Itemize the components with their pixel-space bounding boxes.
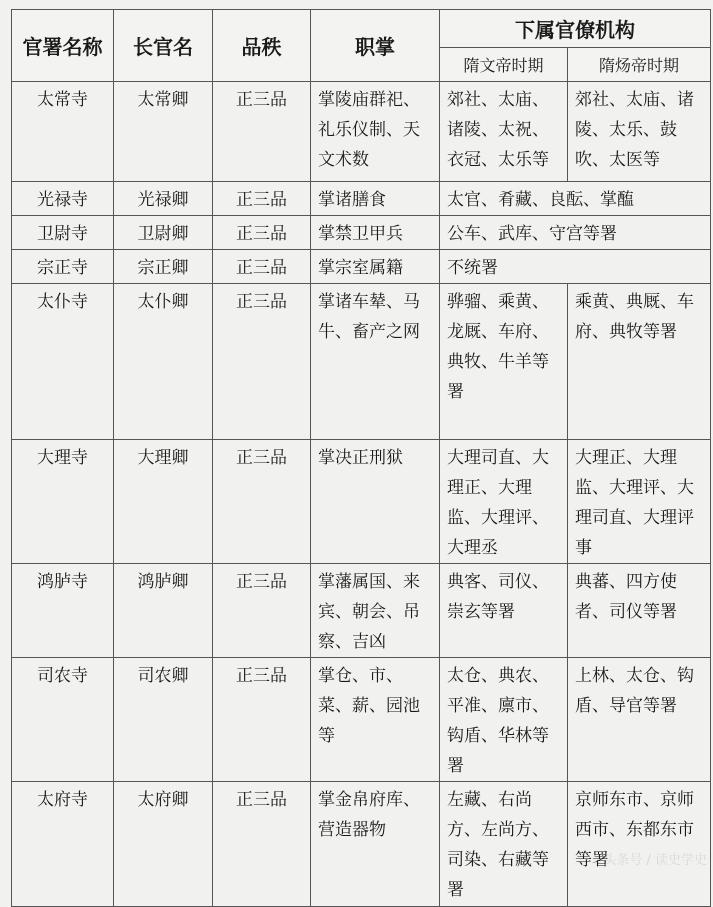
table-row — [12, 216, 711, 250]
subordinate-wen-cell: 郊社、太庙、诸陵、太祝、衣冠、太乐等 — [440, 82, 568, 182]
watermark: 头条号 / 读史学史 — [603, 853, 707, 868]
table-row — [12, 782, 711, 907]
office-name-cell: 卫尉寺 — [12, 216, 114, 250]
duty-cell: 掌陵庙群祀、礼乐仪制、天文术数 — [311, 82, 440, 182]
table-row — [12, 284, 711, 440]
chief-title-cell: 太府卿 — [114, 782, 213, 907]
duty-cell: 掌禁卫甲兵 — [311, 216, 440, 250]
duty-cell: 掌决正刑狱 — [311, 440, 440, 564]
rank-cell: 正三品 — [213, 182, 311, 216]
office-name-cell: 太府寺 — [12, 782, 114, 907]
chief-title-cell: 卫尉卿 — [114, 216, 213, 250]
table-row — [12, 250, 711, 284]
rank-cell: 正三品 — [213, 216, 311, 250]
chief-title-cell: 光禄卿 — [114, 182, 213, 216]
table-row — [12, 564, 711, 658]
table-row — [12, 82, 711, 182]
subordinate-wen-cell: 骅骝、乘黄、龙厩、车府、典牧、牛羊等署 — [440, 284, 568, 440]
chief-title-cell: 宗正卿 — [114, 250, 213, 284]
officials-table — [11, 9, 711, 907]
rank-cell: 正三品 — [213, 658, 311, 782]
duty-cell: 掌宗室属籍 — [311, 250, 440, 284]
rank-cell: 正三品 — [213, 284, 311, 440]
office-name-cell: 司农寺 — [12, 658, 114, 782]
table-row — [12, 182, 711, 216]
office-name-cell: 宗正寺 — [12, 250, 114, 284]
rank-cell: 正三品 — [213, 82, 311, 182]
subordinate-both-cell: 不统署 — [440, 250, 711, 284]
subordinate-wen-cell: 左藏、右尚方、左尚方、司染、右藏等署 — [440, 782, 568, 907]
rank-cell: 正三品 — [213, 782, 311, 907]
office-name-cell: 光禄寺 — [12, 182, 114, 216]
rank-cell: 正三品 — [213, 564, 311, 658]
rank-cell: 正三品 — [213, 440, 311, 564]
office-name-cell: 太仆寺 — [12, 284, 114, 440]
header-duty: 职掌 — [311, 10, 440, 82]
chief-title-cell: 鸿胪卿 — [114, 564, 213, 658]
office-name-cell: 大理寺 — [12, 440, 114, 564]
chief-title-cell: 太仆卿 — [114, 284, 213, 440]
subordinate-yang-cell: 大理正、大理监、大理评、大理司直、大理评事 — [568, 440, 711, 564]
subordinate-both-cell: 公车、武库、守宫等署 — [440, 216, 711, 250]
office-name-cell: 鸿胪寺 — [12, 564, 114, 658]
subordinate-wen-cell: 大理司直、大理正、大理监、大理评、大理丞 — [440, 440, 568, 564]
subordinate-yang-cell: 典蕃、四方使者、司仪等署 — [568, 564, 711, 658]
header-chief: 长官名 — [114, 10, 213, 82]
subordinate-yang-cell: 京师东市、京师西市、东都东市等署 — [568, 782, 711, 907]
chief-title-cell: 大理卿 — [114, 440, 213, 564]
table-row — [12, 440, 711, 564]
subordinate-both-cell: 太官、肴藏、良酝、掌醢 — [440, 182, 711, 216]
duty-cell: 掌藩属国、来宾、朝会、吊察、吉凶 — [311, 564, 440, 658]
table-row — [12, 658, 711, 782]
chief-title-cell: 太常卿 — [114, 82, 213, 182]
duty-cell: 掌仓、市、菜、薪、园池等 — [311, 658, 440, 782]
subordinate-yang-cell: 上林、太仓、钩盾、导官等署 — [568, 658, 711, 782]
chief-title-cell: 司农卿 — [114, 658, 213, 782]
subordinate-yang-cell: 乘黄、典厩、车府、典牧等署 — [568, 284, 711, 440]
duty-cell: 掌金帛府库、营造器物 — [311, 782, 440, 907]
rank-cell: 正三品 — [213, 250, 311, 284]
header-rank: 品秩 — [213, 10, 311, 82]
subordinate-wen-cell: 太仓、典农、平准、廪市、钩盾、华林等署 — [440, 658, 568, 782]
header-name: 官署名称 — [12, 10, 114, 82]
header-wen-emperor: 隋文帝时期 — [440, 48, 568, 82]
header-subordinate: 下属官僚机构 — [440, 10, 711, 48]
header-yang-emperor: 隋炀帝时期 — [568, 48, 711, 82]
duty-cell: 掌诸膳食 — [311, 182, 440, 216]
office-name-cell: 太常寺 — [12, 82, 114, 182]
duty-cell: 掌诸车辇、马牛、畜产之网 — [311, 284, 440, 440]
subordinate-wen-cell: 典客、司仪、崇玄等署 — [440, 564, 568, 658]
subordinate-yang-cell: 郊社、太庙、诸陵、太乐、鼓吹、太医等 — [568, 82, 711, 182]
